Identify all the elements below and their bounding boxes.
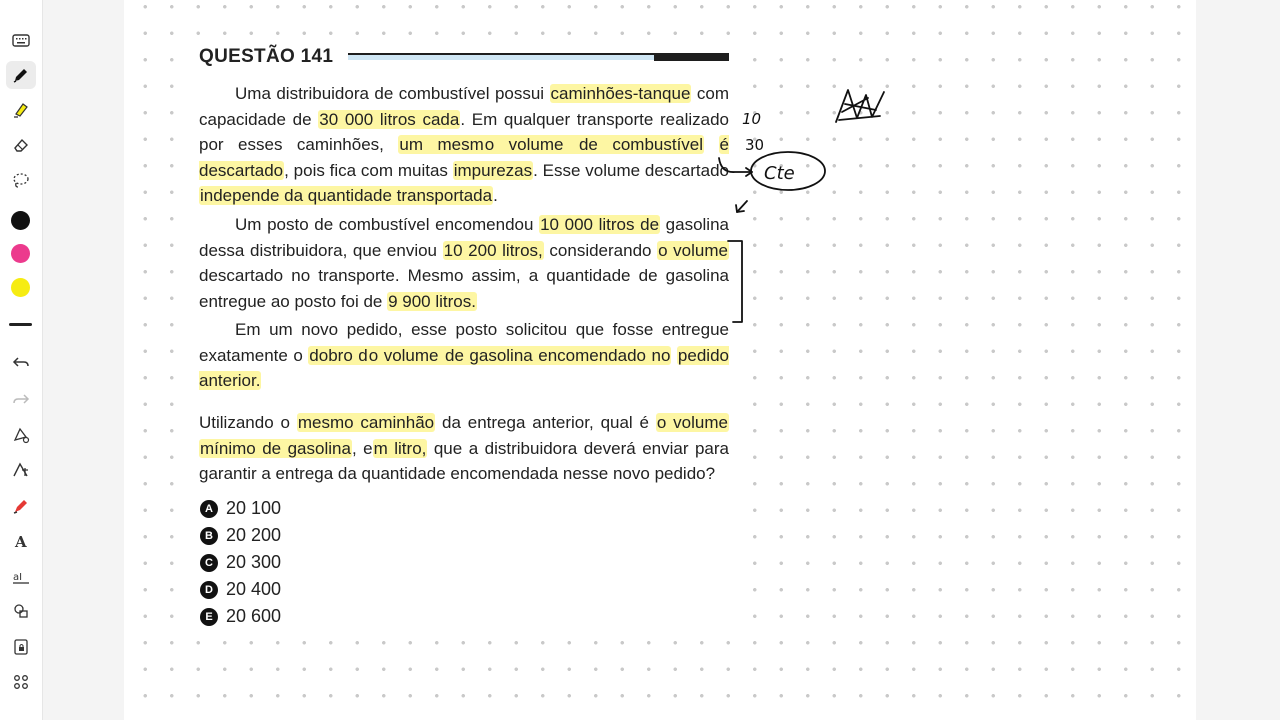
option-c[interactable] bbox=[200, 552, 281, 573]
lasso-icon[interactable] bbox=[6, 166, 36, 194]
option-a-badge: A bbox=[200, 500, 218, 518]
handwritten-note-10: 10 bbox=[742, 110, 762, 128]
title-rule-dark bbox=[654, 53, 729, 61]
text-pen-icon[interactable] bbox=[6, 456, 36, 484]
svg-text:aI: aI bbox=[13, 572, 23, 583]
option-a-value: 20 100 bbox=[226, 498, 282, 518]
option-a[interactable] bbox=[200, 498, 281, 519]
handwritten-note-cte: Cte bbox=[764, 163, 795, 184]
handwritten-note-30: 30 bbox=[745, 136, 765, 154]
option-e-badge: E bbox=[200, 608, 218, 626]
question-paragraph-3: Em um novo pedido, esse posto solicitou que fosse entregue exatamente o dobro do volume de gasolina encomendado no pedido anterior. bbox=[199, 320, 729, 390]
apps-icon[interactable] bbox=[6, 668, 36, 696]
red-pen-icon[interactable] bbox=[6, 492, 36, 520]
option-b[interactable] bbox=[200, 525, 281, 546]
eraser-icon[interactable] bbox=[6, 131, 36, 159]
question-title: QUESTÃO 141 bbox=[199, 46, 334, 67]
text-icon[interactable] bbox=[6, 527, 36, 555]
question-paragraph-2: Um posto de combustível encomendou 10 000 litros de gasolina dessa distribuidora, que enviou 10 200 litros, considerando o volume descartado no transporte. Mesmo assim, a quantidade de gasolina entregue ao posto foi de 9 900 litros. bbox=[199, 215, 729, 311]
question-prompt: Utilizando o mesmo caminhão da entrega anterior, qual é o volume mínimo de gasolina, em litro, que a distribuidora deverá enviar para garantir a entrega da quantidade encomendada nesse novo pedido? bbox=[199, 413, 729, 483]
shapes-icon[interactable] bbox=[6, 597, 36, 625]
svg-text:A: A bbox=[15, 533, 27, 551]
option-e[interactable] bbox=[200, 606, 281, 627]
undo-icon[interactable] bbox=[6, 348, 36, 376]
keyboard-icon[interactable] bbox=[6, 26, 36, 54]
option-e-value: 20 600 bbox=[226, 606, 282, 626]
shape-select-icon[interactable] bbox=[6, 421, 36, 449]
redo-icon[interactable] bbox=[6, 385, 36, 413]
color-black-swatch[interactable] bbox=[11, 211, 30, 230]
option-d[interactable] bbox=[200, 579, 281, 600]
option-c-badge: C bbox=[200, 554, 218, 572]
question-paragraph-1: Uma distribuidora de combustível possui caminhões-tanque com capacidade de 30 000 litros cada. Em qualquer transporte realizado por esses caminhões, um mesmo volume de combustível é descartado, pois fica com muitas impurezas. Esse volume descartado independe da quantidade transportada. bbox=[199, 84, 730, 205]
question-card bbox=[186, 40, 739, 640]
option-b-value: 20 200 bbox=[226, 525, 282, 545]
option-c-value: 20 300 bbox=[226, 552, 282, 572]
pen-icon[interactable] bbox=[6, 61, 36, 89]
option-b-badge: B bbox=[200, 527, 218, 545]
text-size-icon[interactable] bbox=[6, 562, 36, 590]
lock-icon[interactable] bbox=[6, 633, 36, 661]
color-yellow-swatch[interactable] bbox=[11, 278, 30, 297]
highlighter-icon[interactable] bbox=[6, 96, 36, 124]
option-d-badge: D bbox=[200, 581, 218, 599]
color-pink-swatch[interactable] bbox=[11, 244, 30, 263]
left-toolbar bbox=[0, 0, 43, 720]
option-d-value: 20 400 bbox=[226, 579, 282, 599]
stroke-width-indicator[interactable] bbox=[9, 323, 32, 326]
